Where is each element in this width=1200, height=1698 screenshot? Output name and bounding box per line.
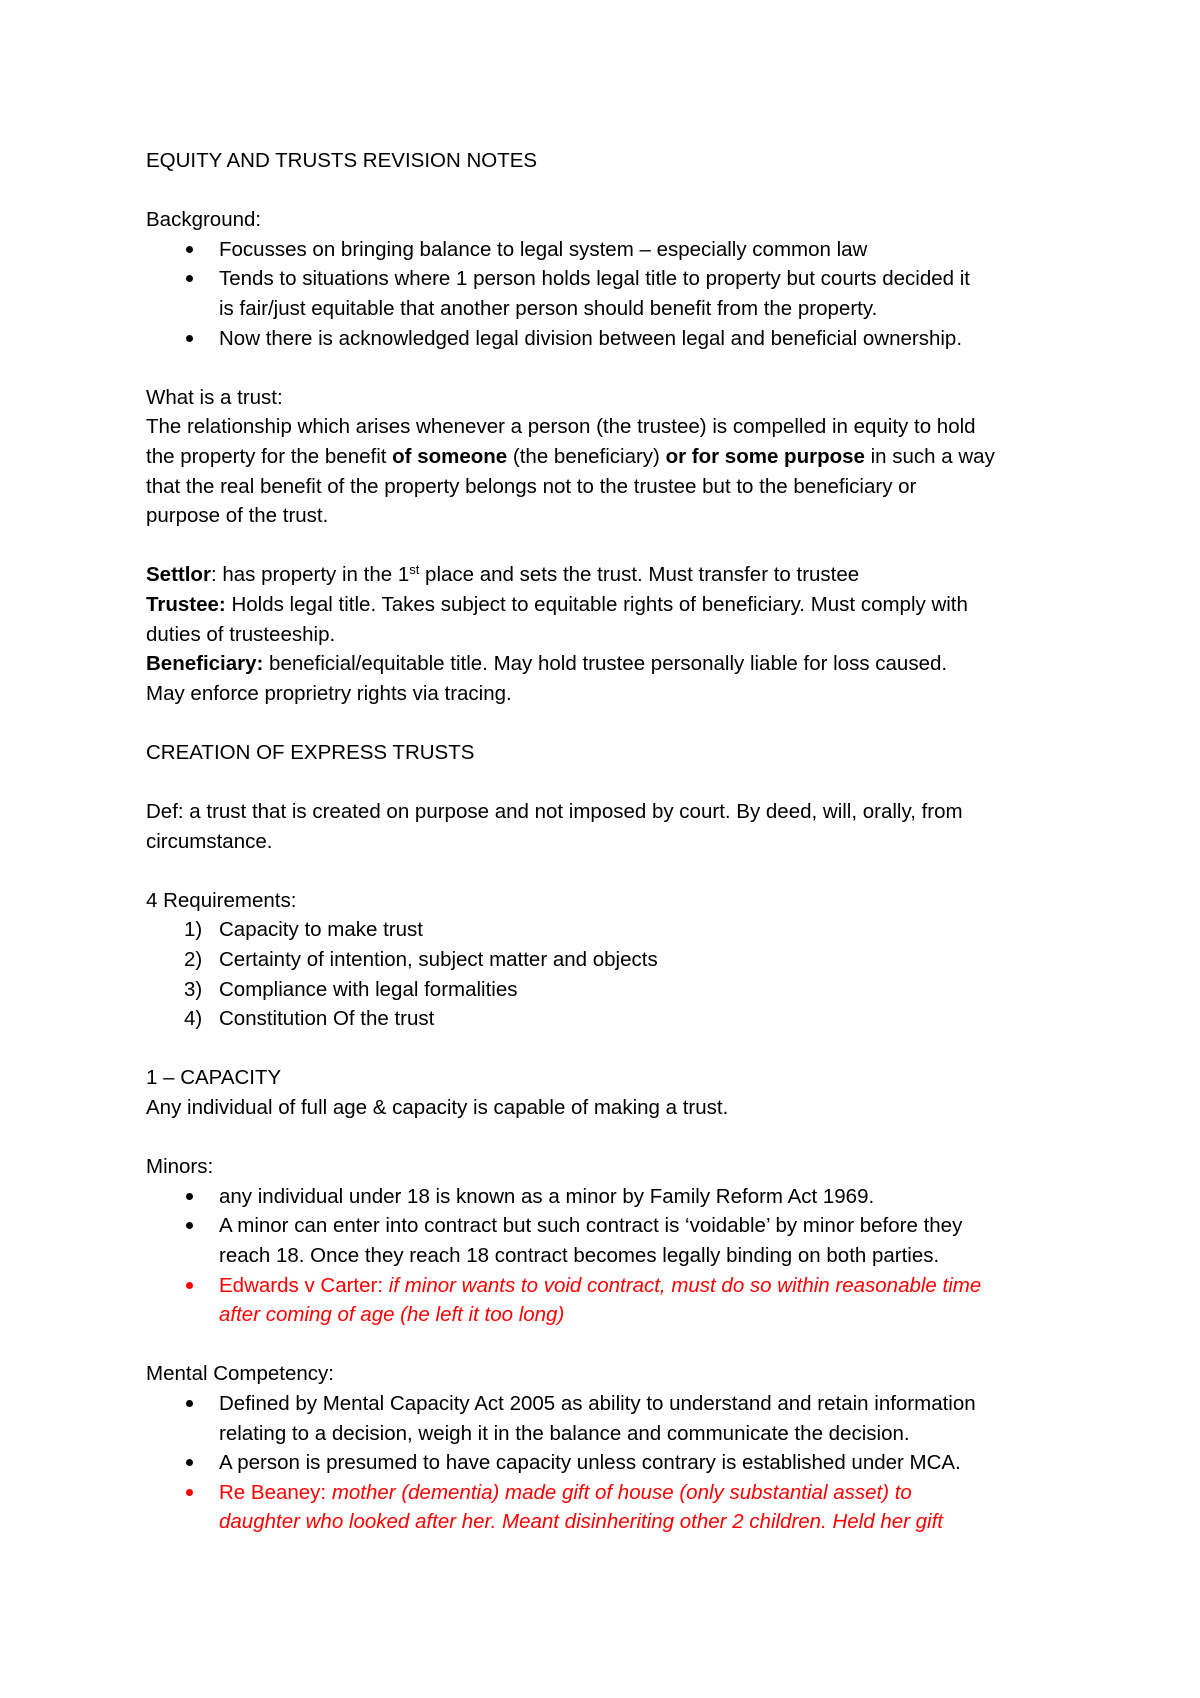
case-name: Edwards v Carter:: [219, 1273, 384, 1297]
list-item: any individual under 18 is known as a minor by Family Reform Act 1969.: [146, 1182, 1076, 1212]
trust-definition-line: the property for the benefit of someone (the beneficiary) or for some purpose in such a way: [146, 444, 995, 468]
bullet-icon: [186, 1222, 193, 1229]
bullet-icon: [186, 1282, 193, 1289]
list-item: 2) Certainty of intention, subject matter and objects: [146, 945, 1076, 975]
requirements-heading: 4 Requirements:: [146, 888, 297, 912]
list-item: 1) Capacity to make trust: [146, 915, 1076, 945]
list-item: Tends to situations where 1 person holds legal title to property but courts decided it is fair/just equitable that another person should benefit from the property.: [146, 264, 1076, 323]
list-item: A minor can enter into contract but such contract is ‘voidable’ by minor before they reach 18. Once they reach 18 contract becomes legally binding on both parties.: [146, 1211, 1076, 1270]
trust-definition-line: purpose of the trust.: [146, 504, 329, 528]
document-title: EQUITY AND TRUSTS REVISION NOTES: [146, 149, 538, 172]
case-list-item: Edwards v Carter: if minor wants to void contract, must do so within reasonable time after coming of age (he left it too long): [146, 1271, 1076, 1330]
list-number: 1): [184, 918, 203, 942]
list-item: Focusses on bringing balance to legal system – especially common law: [146, 235, 1076, 265]
list-item: 4) Constitution Of the trust: [146, 1004, 1076, 1034]
trust-heading: What is a trust:: [146, 385, 283, 409]
background-list: [146, 235, 1076, 353]
bullet-icon: [186, 1459, 193, 1466]
case-name: Re Beaney:: [219, 1480, 327, 1504]
requirements-list: [146, 915, 1076, 1033]
creation-definition-cont: circumstance.: [146, 829, 273, 853]
bullet-icon: [186, 1489, 193, 1496]
mental-list: [146, 1389, 1076, 1537]
case-list-item: Re Beaney: mother (dementia) made gift of house (only substantial asset) to daughter who looked after her. Meant disinheriting other 2 children. Held her gift: [146, 1478, 1076, 1537]
trust-definition-line: The relationship which arises whenever a person (the trustee) is compelled in equity to hold: [146, 415, 976, 439]
trustee-paragraph-cont: duties of trusteeship.: [146, 622, 336, 646]
beneficiary-paragraph: Beneficiary: beneficial/equitable title. May hold trustee personally liable for loss caused.: [146, 652, 948, 676]
list-item: 3) Compliance with legal formalities: [146, 975, 1076, 1005]
settlor-paragraph: Settlor: has property in the 1st place and sets the trust. Must transfer to trustee: [146, 562, 860, 587]
minors-heading: Minors:: [146, 1155, 214, 1179]
creation-heading: CREATION OF EXPRESS TRUSTS: [146, 740, 475, 764]
list-item: Now there is acknowledged legal division between legal and beneficial ownership.: [146, 324, 1076, 354]
document-page: [146, 146, 1076, 1537]
mental-heading: Mental Competency:: [146, 1362, 335, 1386]
bullet-icon: [186, 246, 193, 253]
background-heading: Background:: [146, 208, 262, 232]
minors-list: [146, 1182, 1076, 1330]
bullet-icon: [186, 335, 193, 342]
bullet-icon: [186, 1193, 193, 1200]
trustee-paragraph: Trustee: Holds legal title. Takes subject to equitable rights of beneficiary. Must comply with: [146, 592, 968, 616]
capacity-heading: 1 – CAPACITY: [146, 1066, 282, 1090]
creation-definition: Def: a trust that is created on purpose and not imposed by court. By deed, will, orally, from: [146, 800, 963, 824]
list-number: 3): [184, 977, 203, 1001]
beneficiary-paragraph-cont: May enforce proprietry rights via tracing.: [146, 681, 512, 705]
trust-definition-line: that the real benefit of the property belongs not to the trustee but to the beneficiary or: [146, 474, 917, 498]
capacity-intro: Any individual of full age & capacity is capable of making a trust.: [146, 1096, 729, 1119]
list-number: 2): [184, 948, 203, 972]
list-number: 4): [184, 1007, 203, 1031]
list-item: Defined by Mental Capacity Act 2005 as ability to understand and retain information relating to a decision, weigh it in the balance and communicate the decision.: [146, 1389, 1076, 1448]
list-item: A person is presumed to have capacity unless contrary is established under MCA.: [146, 1448, 1076, 1478]
bullet-icon: [186, 275, 193, 282]
bullet-icon: [186, 1400, 193, 1407]
